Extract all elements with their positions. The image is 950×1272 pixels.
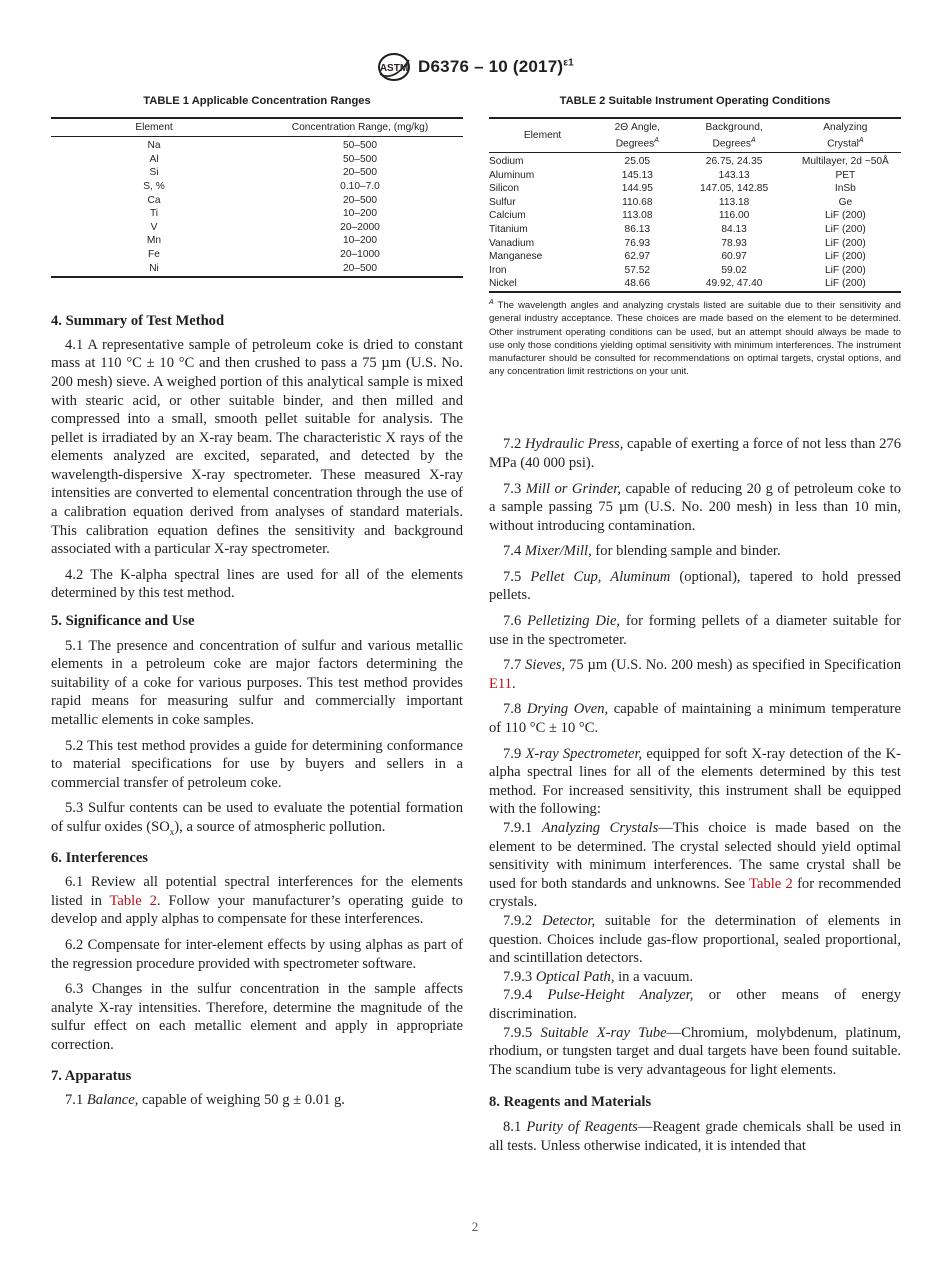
paragraph-5-2: 5.2 This test method provides a guide for determining conformance to material specifications for use by buyers and sellers in a commercial transfer of petroleum coke.	[51, 737, 463, 791]
table-row: Ti 10–200	[149, 208, 377, 220]
paragraph-7-6: 7.6 Pelletizing Die, for forming pellets of a diameter suitable for use in the spectrometer.	[489, 613, 901, 648]
section-4-heading: 4. Summary of Test Method	[51, 313, 225, 330]
table-2-link[interactable]: Table 2	[109, 892, 157, 909]
table1-concentration-ranges	[51, 117, 463, 279]
paragraph-8-1: 8.1 Purity of Reagents—Reagent grade chemicals shall be used in all tests. Unless otherwise indicated, it is intended that	[489, 1118, 902, 1154]
paragraph-7-7: 7.7 Sieves, 75 µm (U.S. No. 200 mesh) as specified in Specification E11.	[489, 657, 902, 692]
paragraph-7-9-4: 7.9.4 Pulse-Height Analyzer, or other means of energy discrimination.	[489, 987, 901, 1022]
table2-header-element: Element	[489, 118, 596, 153]
paragraph-7-9: 7.9 X-ray Spectrometer, equipped for soft X-ray detection of the K-alpha spectral lines for all of the elements determined by this test method. For increased sensitivity, this instrument shall be equipped with the following:	[489, 745, 901, 818]
paragraph-7-3: 7.3 Mill or Grinder, capable of reducing 20 g of petroleum coke to a sample passing 75 µm (U.S. No. 200 mesh) in less than 10 min, without introducing contamination.	[489, 480, 901, 534]
section-8-heading: 8. Reagents and Materials	[489, 1094, 652, 1111]
table-row: Sulfur 110.68 113.18 Ge	[489, 196, 853, 208]
paragraph-7-2: 7.2 Hydraulic Press, capable of exerting a force of not less than 276 MPa (40 000 psi).	[489, 436, 901, 471]
e11-link[interactable]: E11	[489, 675, 512, 692]
table2-caption: TABLE 2 Suitable Instrument Operating Conditions	[559, 95, 831, 107]
table1-header-element: Element	[51, 118, 257, 137]
table-row: Na 50–500	[147, 140, 377, 152]
table-row: V 20–2000	[150, 221, 380, 233]
paragraph-5-1: 5.1 The presence and concentration of sulfur and various metallic elements in a petroleum coke are major factors determining the suitability of a coke for various purposes. This test method provides rapid means for measuring sulfur and commercially important metallic elements in coke samples.	[51, 637, 463, 728]
paragraph-7-9-3: 7.9.3 Optical Path, in a vacuum.	[503, 968, 694, 985]
table2-operating-conditions	[489, 117, 901, 293]
table-row: Sodium 25.05 26.75, 24.35 Multilayer, 2d ~50Å	[489, 155, 889, 167]
paragraph-6-3: 6.3 Changes in the sulfur concentration in the sample affects analyte X-ray intensities. Therefore, determine the magnitude of the sulfur effect on each metallic element and apply in appropriate correction.	[51, 981, 463, 1053]
table-row: S, % 0.10–7.0	[143, 180, 380, 192]
svg-text:ASTM: ASTM	[379, 63, 409, 74]
paragraph-4-2: 4.2 The K-alpha spectral lines are used for all of the elements determined by this test method.	[51, 566, 463, 602]
table1-caption: TABLE 1 Applicable Concentration Ranges	[143, 95, 371, 107]
paragraph-7-4: 7.4 Mixer/Mill, for blending sample and binder.	[503, 543, 781, 560]
table-2-link[interactable]: Table 2	[749, 875, 793, 892]
table-row: Si 20–500	[149, 167, 377, 179]
table2-header-background: Background, Degrees$^A$	[679, 118, 790, 153]
table-row: Fe 20–1000	[148, 248, 380, 260]
paragraph-7-5: 7.5 Pellet Cup, Aluminum (optional), tapered to hold pressed pellets.	[489, 568, 901, 604]
table2-header-crystal: Analyzing Crystal$^A$	[790, 118, 901, 153]
table-row: Mn 10–200	[146, 235, 377, 247]
document-header	[0, 52, 950, 82]
table2-footnote: $^A$ The wavelength angles and analyzing crystals listed are suitable due to their sensitivity and general industry acceptance. These choices are made based on the element to be determined. Other instrument operating conditions can be used, but an attempt should always be made to use only those conditions yielding optimal sensitivity with minimum interferences. The instrument manufacturer should be consulted for recommendations on optimal targets, crystal options, and any concentration limit restrictions on your unit.	[489, 298, 901, 378]
section-7-heading: 7. Apparatus	[51, 1067, 132, 1084]
table-row: Ca 20–500	[147, 194, 377, 206]
paragraph-7-9-1: 7.9.1 Analyzing Crystals—This choice is made based on the element to be determined. The crystal selected should yield optimal sensitivity with minimum interferences. The same crystal shall be used for both standards and unknowns. See Table 2 for recommended crystals.	[489, 820, 902, 911]
section-5-heading: 5. Significance and Use	[51, 613, 195, 630]
table-row: Vanadium 76.93 78.93 LiF (200)	[489, 237, 866, 249]
paragraph-7-8: 7.8 Drying Oven, capable of maintaining a minimum temperature of 110 °C ± 10 °C.	[489, 701, 902, 737]
table-row: Titanium 86.13 84.13 LiF (200)	[489, 223, 866, 235]
table-row: Manganese 62.97 60.97 LiF (200)	[489, 251, 866, 263]
section-6-heading: 6. Interferences	[51, 849, 148, 866]
table1-header-range: Concentration Range, (mg/kg)	[257, 118, 463, 137]
paragraph-6-1: 6.1 Review all potential spectral interferences for the elements listed in Table 2. Follow your manufacturer’s operating guide to develop and apply alphas to compensate for these interferences.	[51, 874, 463, 928]
table-row: Iron 57.52 59.02 LiF (200)	[489, 264, 866, 276]
paragraph-4-1: 4.1 A representative sample of petroleum coke is dried to constant mass at 110 °C ± 10 °C and then crushed to pass a 75 µm (U.S. No. 200 mesh) sieve. A weighed portion of this analytical sample is mixed with stearic acid, or other suitable binder, and then milled and compressed into a small, smooth pellet suitable for analysis. The pellet is irradiated by an X-ray beam. The characteristic X rays of the elements analyzed are excited, separated, and detected by the wavelength-dispersive X-ray spectrometer. These measured X-ray intensities are converted to elemental concentration through the use of a calibration equation derived from analyses of standard materials. This calibration equation defines the sensitivity and background associated with a particular X-ray spectrometer.	[51, 336, 463, 558]
table-row: Ni 20–500	[149, 262, 377, 274]
table-row: Aluminum 145.13 143.13 PET	[489, 169, 856, 181]
table-row: Calcium 113.08 116.00 LiF (200)	[489, 210, 866, 222]
paragraph-5-3: 5.3 Sulfur contents can be used to evaluate the potential formation of sulfur oxides $(SO_x)$, a source of atmospheric pollution.	[51, 800, 463, 837]
table-row: Silicon 144.95 147.05, 142.85 InSb	[489, 183, 856, 195]
paragraph-7-1: 7.1 Balance, capable of weighing 50 g ± 0.01 g.	[65, 1092, 345, 1109]
table2-header-angle: 2Θ Angle, Degrees$^A$	[596, 118, 678, 153]
paragraph-7-9-5: 7.9.5 Suitable X-ray Tube—Chromium, molybdenum, platinum, rhodium, or tungsten target and dual targets have been found suitable. The scandium tube is very advantageous for light elements.	[489, 1024, 901, 1078]
document-designation: D6376 – 10 $(2017)^{\varepsilon 1}$	[418, 57, 574, 76]
page-number: 2	[471, 1219, 479, 1234]
paragraph-7-9-2: 7.9.2 Detector, suitable for the determination of elements in question. Choices include gas-flow proportional, sealed proportional, and scintillation detectors.	[489, 912, 902, 967]
table-row: Al 50–500	[149, 153, 377, 165]
right-column	[489, 92, 901, 1155]
left-column	[51, 92, 463, 1110]
astm-logo-icon	[376, 52, 412, 82]
paragraph-6-2: 6.2 Compensate for inter-element effects by using alphas as part of the regression procedure provided with spectrometer software.	[51, 936, 463, 972]
table-row: Nickel 48.66 49.92, 47.40 LiF (200)	[489, 278, 866, 290]
